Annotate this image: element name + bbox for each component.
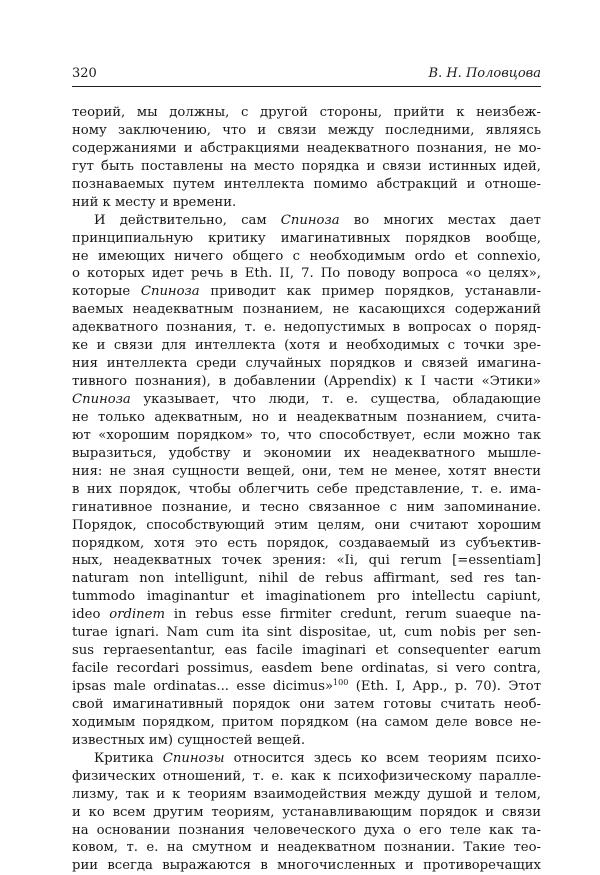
text-line: рии всегда выражаются в многочисленных и противоречащих (72, 858, 541, 874)
text-line: ний к месту и времени. (72, 194, 237, 210)
text-line: содержаниями и абстракциями неадекватного познания, не мо- (72, 140, 541, 156)
text-line: sus repraesentantur, eas facile imaginari et consequenter earum (72, 643, 541, 659)
text-line: ipsas male ordinatas... esse dicimus»$^{100}$ (Eth. I, App., p. 70). Этот (72, 678, 541, 694)
text-line: порядком, хотя это есть порядок, создаваемый из субъектив- (72, 535, 541, 551)
text-line: тивного познания), в добавлении (Appendix) к I части «Этики» (72, 374, 541, 390)
text-line: гинативное познание, и тесно связанное с ним запоминание. (72, 499, 541, 515)
text-line: tummodo imaginantur et imaginationem pro intellectu capiunt, (72, 589, 541, 605)
footnote-ref: 100 (333, 678, 349, 687)
text-line: о которых идет речь в Eth. II, 7. По поводу вопроса «о целях», (72, 266, 541, 282)
text-line: ходимым порядком, притом порядком (на самом деле вовсе не- (72, 714, 541, 730)
text-line: Порядок, способствующий этим целям, они считают хорошим (72, 517, 541, 533)
text-line: ных, неадекватных точек зрения: «Ii, qui rerum [=essentiam] (72, 553, 541, 569)
text-line: ют «хорошим порядком» то, что способствует, если можно так (72, 427, 541, 443)
text-line: ке и связи для интеллекта (хотя и необходимых с точки зре- (72, 338, 541, 354)
text-line: ideo ordinem in rebus esse firmiter credunt, rerum suaeque na- (72, 607, 541, 623)
italic-name: Спинозы (162, 750, 225, 766)
text-line: ковом, т. е. на смутном и неадекватном познании. Такие теo- (72, 840, 541, 856)
text-line: И действительно, сам Спиноза во многих местах дает (94, 212, 541, 228)
italic-name: Спиноза (140, 284, 200, 300)
text-line: познаваемых путем интеллекта помимо абстракций и отноше- (72, 176, 541, 192)
text-line: не только адекватным, но и неадекватным познанием, считa- (72, 409, 541, 425)
text-line: теорий, мы должны, с другой стороны, прийти к неизбеж- (72, 105, 541, 120)
text-line: ния интеллекта среди случайных порядков и связей имагина- (72, 356, 541, 372)
text-line: выразиться, удобству и экономии их неадекватного мышле- (72, 445, 541, 461)
text-line: turae ignari. Nam cum ita sint dispositae, ut, cum nobis per sen- (72, 625, 541, 641)
italic-name: Спиноза (280, 212, 340, 228)
text-line: которые Спиноза приводит как пример порядков, устанавли- (72, 284, 541, 300)
text-line: facile recordari possimus, easdem bene ordinatas, si vero contra, (72, 661, 541, 677)
text-line: в них порядок, чтобы облегчить себе представление, т. е. има- (72, 481, 541, 497)
text-line: не имеющих ничего общего с необходимым ordo et connexio, (72, 248, 541, 264)
text-line: и ко всем другим теориям, устанавливающим порядок и связи (72, 804, 541, 820)
text-line: физических отношений, т. е. как к психофизическому паралле- (72, 768, 541, 784)
text-line: принципиальную критику имагинативных порядков вообще, (72, 230, 541, 246)
page-number: 320 (72, 66, 97, 81)
text-line: на основании познания человеческого духа о его теле как та- (72, 822, 541, 838)
italic-word: ordinem (109, 607, 165, 623)
text-line: Критика Спинозы относится здесь ко всем теориям психо- (94, 750, 541, 766)
body-text (72, 104, 541, 875)
text-line: Спиноза указывает, что люди, т. е. существа, обладающие (72, 392, 541, 407)
text-line: лизму, так и к теориям взаимодействия между душой и телом, (72, 786, 541, 802)
text-line: свой имагинативный порядок они затем готовы считать необ- (72, 696, 541, 712)
text-line: адекватного познания, т. е. недопустимых в вопросах о поряд- (72, 320, 541, 336)
text-line: ному заключению, что и связи между последними, являясь (72, 122, 541, 138)
running-header (72, 64, 541, 87)
text-line: гут быть поставлены на место порядка и связи истинных идей, (72, 158, 541, 174)
running-head-author: В. Н. Половцова (428, 66, 541, 81)
text-line: ния: не зная сущности вещей, они, тем не менее, хотят внести (72, 463, 541, 479)
text-line: naturam non intelligunt, nihil de rebus affirmant, sed res tan- (72, 571, 541, 587)
text-line: известных им) сущностей вещей. (72, 732, 306, 748)
italic-name: Спиноза (72, 392, 131, 407)
text-line: ваемых неадекватным познанием, не касающихся содержаний (72, 302, 541, 318)
